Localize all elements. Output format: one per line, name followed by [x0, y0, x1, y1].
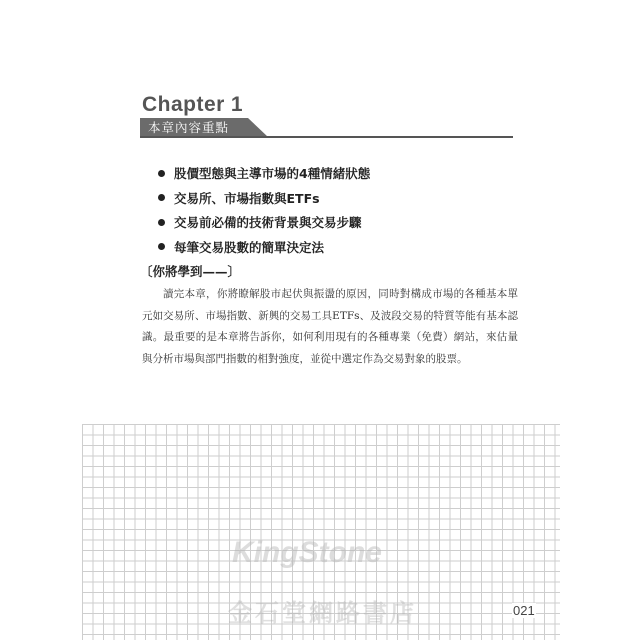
watermark-brand-zh: 金石堂網路書店	[228, 598, 417, 627]
intro-paragraph: 讀完本章，你將瞭解股市起伏與振盪的原因，同時對構成市場的各種基本單元如交易所、市場指數、新興的交易工具ETFs、及波段交易的特質等能有基本認識。最重要的是本章將告訴你，如何利用現有的各種專業（免費）網站，來估量與分析市場與部門指數的相對強度，並從中選定作為交易對象的股票。	[142, 288, 518, 365]
chapter-number: 1	[230, 93, 244, 116]
key-point-text: 每筆交易股數的簡單決定法	[174, 239, 325, 255]
key-point-item	[158, 235, 370, 260]
key-point-item	[158, 186, 370, 211]
learn-heading: 〔你將學到——〕	[140, 264, 241, 279]
key-point-item	[158, 161, 370, 186]
bullet-dot-icon	[158, 243, 165, 250]
bullet-dot-icon	[158, 219, 165, 226]
subtitle-rule	[140, 136, 513, 138]
key-points-list	[158, 161, 370, 259]
watermark-brand-en: KingStone	[232, 536, 382, 569]
key-point-text: 交易前必備的技術背景與交易步驟	[174, 215, 362, 231]
bullet-dot-icon	[158, 194, 165, 201]
subtitle-text: 本章內容重點	[148, 120, 230, 135]
bullet-dot-icon	[158, 170, 165, 177]
chapter-word: Chapter	[142, 93, 225, 116]
key-point-text: 股價型態與主導市場的4種情緒狀態	[174, 166, 371, 182]
key-point-text: 交易所、市場指數與ETFs	[174, 190, 320, 206]
chapter-label	[142, 93, 243, 117]
page-number: 021	[513, 603, 535, 618]
key-point-item	[158, 210, 370, 235]
